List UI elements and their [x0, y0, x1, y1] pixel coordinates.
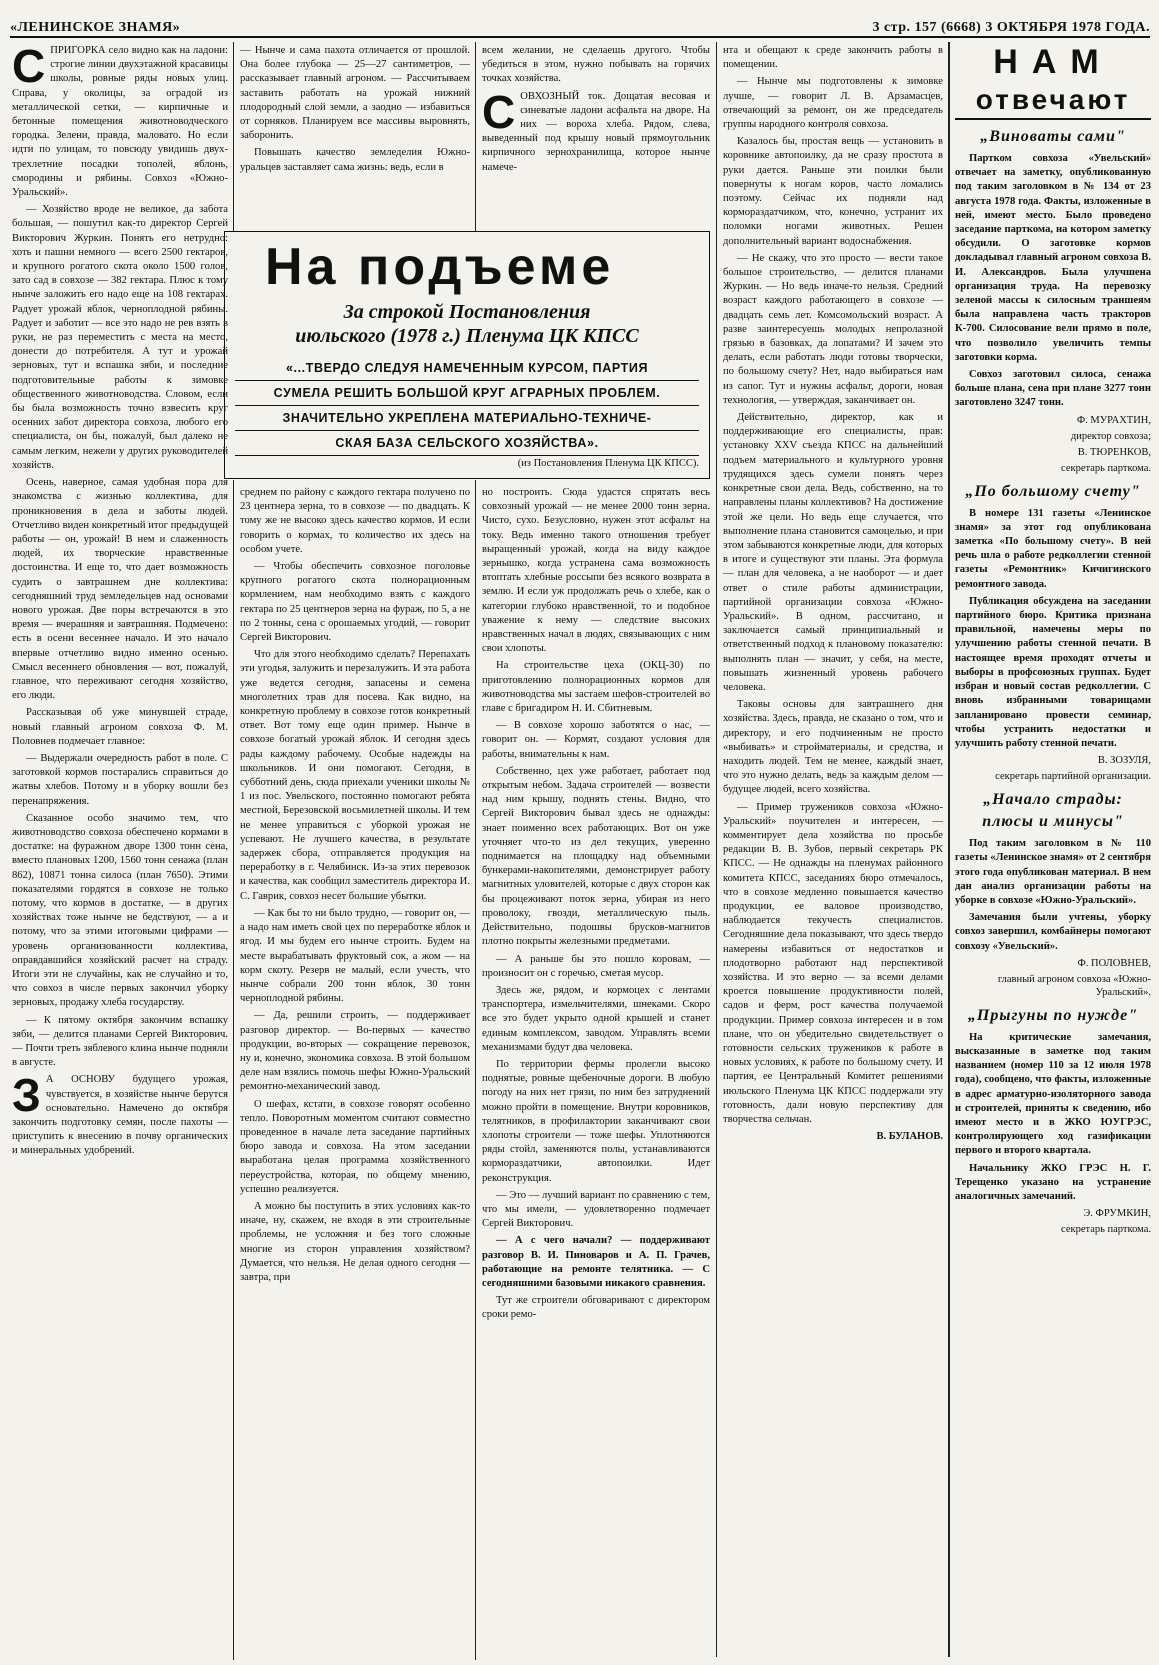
section-title: НАМ [993, 43, 1113, 81]
headline-title: На подъеме [265, 238, 615, 296]
column-divider [475, 480, 476, 1660]
section-title: отвечают [955, 82, 1151, 120]
drop-cap: С [12, 44, 46, 92]
article-column-2: среднем по району с каждого гектара получено по 23 центнера зерна, то в совхозе — по двадцать. К тому же не высоко здесь качество кормов. И если говорить о кормах, то количество их здесь на особом учете. — Чтобы обеспечить совхозное поголовье крупного рогатого скота полнорационным кормлением, нам необходимо взять с каждого гектара по 25 центнеров зерна на фураж, по 5, а не по 2 тонны, сена с орошаемых угодий, — говорит Сергей Викторович. Что для этого необходимо сделать? Перепахать эти угодья, залужить и перезалужить. И эта работа уже ведется сегодня, запасены и семена многолетних трав для посева. Как видно, на конкретную проблему в совхозе готов конкретный ответ. Вот тому еще один пример. Нынче в совхозе богатый урожай яблок. И сегодня здесь рады каждому рабочему. Особые надежды на школьников. И они помогают. Сегодня, в субботний день, сюда приехали ученики школы № 1 из пос. Увельского, постоянно помогают ребята местной, Березовской восьмилетней школы. И тем не менее управиться с уборкой урожая не успевают. Не лучшего качества, в результате задержек сбора, отправляется продукция на переработку в г. Челябинск. Из-за этих перевозок и качества, как сообщил заместитель директора И. С. Гаврик, совхоз несет большие убытки. — Как бы то ни было трудно, — говорит он, — а надо нам иметь свой цех по переработке яблок и ягод. И мы будем его нынче строить. Будем на месте вырабатывать фруктовый сок, а жом — на корм скоту. Резерв не малый, если учесть, что нынче собрали 200 тонн яблок, 30 тонн черноплодной рябины. — Да, решили строить, — поддерживает разговор директор. — Во-первых — качество продукции, во-вторых — сокращение перевозок, ну и, конечно, экономика совхоза. В этой большом деле нам взялись помочь шефы Южно-Уральский ремонтно-механический завод. О шефах, кстати, в совхозе говорят особенно тепло. Поворотным моментом считают совместно проведенное в начале лета заседание партийных бюро завода и совхоза. На этом заседании выработана целая программа хозяйственного переустройства, которая, по общему мнению, успешно реализуется. А можно бы поступить в этих условиях как-то иначе, ну, скажем, не входя в эти строительные проблемы, не усложняя и без того сложные многие из сторон управления хозяйством? Думается, что нельзя. Не делая одного сегодня — завтра, при [240, 487, 470, 1283]
column-divider [716, 42, 717, 1657]
article-column-2-top: — Нынче и сама пахота отличается от прошлой. Она более глубока — 25—27 сантиметров, — рассказывает главный агроном. — Рассчитываем заставить работать на урожай нижний плодородный слой земли, а заодно — избавиться от сорняков. Планируем все массивы выровнять, заборонить. Повышать качество земледелия Южно-уральцев заставляет сама жизнь: ведь, если в [240, 45, 470, 173]
drop-cap: З [12, 1069, 41, 1122]
author-signature: В. БУЛАНОВ. [876, 1131, 943, 1143]
reply-title: „По большому счету" [965, 482, 1141, 500]
headline-box [224, 231, 710, 479]
article-column-1: СПРИГОРКА село видно как на ладони: строгие линии двухэтажной красавицы школы, ровные ряды новых улиц. Справа, у околицы, за оградой из металлической сетки, — кирпичные и бетонные помещения животноводческого городка. Зелени, правда, маловато. Но если идти по улицам, то повсюду увидишь двух-трехлетние посадки тополей, яблонь, смородины и рябины. Совхоз «Южно-Уральский». — Хозяйство вроде не великое, да забота большая, — пошутил как-то директор Сергей Викторович Журкин. Понять его нетрудно: хоть и пашни немного — всего 2500 гектаров, и крупного рогатого скота около 1500 голов, зато сад в совхозе — 382 гектара. Плюс к тому нынче заложить его надо еще на 108 гектарах. Радует урожай яблок, черноплодной рябины. Радует и заботит — все это надо не рев взять в руки, не раз переместить с места на место, донести до потребителя. А тут и урожай зерновых, тут и вспашка зяби, и последние подготовительные работы к зимовке общественного животноводства. Словом, если бы была возможность точно взвесить круг осенних забот директора совхоза, любого его специалиста, он бы, пожалуй, был далеко не самым легким, нежели у других руководителей хозяйств. Осень, наверное, самая удобная пора для знакомства с жизнью коллектива, для проникновения в дела и заботы людей. Отчетливо виден конкретный итог предыдущей работы — он, урожай! В нем и слаженность людей, их творческие нравственные достоинства. И еще то, что дает возможность судить о завтрашнем дне коллектива: сегодняшний труд земледельцев над основами нового урожая. Две поры встречаются в это время — вчерашняя и завтрашняя. Подмечено: есть в осени весеннее начало. И это начало впервые отчетливо видно именно осенью. Смысл весеннего обновления — вот, пожалуй, главное, что переживают сегодня хозяйство, его люди. Рассказывая об уже минувшей страде, новый главный агроном совхоза Ф. М. Половнев подмечает главное: — Выдержали очередность работ в поле. С заготовкой кормов постарались справиться до жатвы хлебов. Потому и в уборку вошли без перенапряжения. Сказанное особо значимо тем, что животноводство совхоза обеспечено кормами в достатке: на фуражном дворе 1300 тонн сена, вместо плановых 1200, 1560 тонн сенажа (план 862), 10871 тонна силоса (план 7650). Этими показателями гордятся в совхозе не только потому, что кормов в достатке, — в других хозяйствах тоже нынче не бедствуют, — а и потому, что за этими итоговыми цифрами — уровень организованности коллектива, оправдавшийся хозяйский расчет на страду. Итоги эти не случайны, как не случайно и то, что совхоз в числе первых закончил уборку зерновых, продажу хлеба государству. — К пятому октября закончим вспашку зяби, — делится планами Сергей Викторович. — Почти треть зяблевого клина нынче подняли в августе. З А ОСНОВУ будущего урожая, чувствуется, в хозяйстве нынче берутся основательно. Намечено до октября закончить подготовку семян, после пахоты — приступить к внесению в почву органических и минеральных удобрений. [12, 44, 228, 1157]
column-divider [475, 42, 476, 232]
newspaper-name: «ЛЕНИНСКОЕ ЗНАМЯ» [10, 20, 181, 35]
reply-title: „Виноваты сами" [980, 128, 1126, 145]
article-column-3-top: всем желании, не сделаешь другого. Чтобы убедиться в этом, нужно побывать на горячих точках хозяйства. СОВХОЗНЫЙ ток. Дощатая весовая и синеватые ладони асфальта на дворе. На них — вороха хлеба. Рядом, слева, выведенный под крышу новый прямоугольник кирпичного зернохранилища, которое нынче намече- [482, 45, 710, 173]
article-column-3: но построить. Сюда удастся спрятать весь совхозный урожай — не менее 2000 тонн зерна. Чисто, сухо. Безусловно, нужен этот асфальт на току. Ведь именно такого отношения требует выращенный урожай, когда на виду каждое зернышко, когда устранена сама возможность втоптать хлебные россыпи без всякого возврата в землю. И если уж продолжать речь о хлебе, как о категории глубоко нравственной, то и подобное уважение к нему — следствие высоких нравственных начал в людях, связывающих с ним свои хлопоты. На строительстве цеха (ОКЦ-30) по приготовлению полнорационных кормов для животноводства мы застаем шефов-строителей во главе с бригадиром Н. И. Сбитневым. — В совхозе хорошо заботятся о нас, — говорит он. — Кормят, создают условия для работы, внимательны к нам. Собственно, цех уже работает, работает под открытым небом. Задача строителей — возвести над ним крышу, поднять стены. Видно, что Сергей Викторович бывал здесь не однажды: знает поименно всех работающих. Вот он уже уточняет что-то из дел текущих, уверенно поднимается на площадку над объемными бункерами-накопителями, демонстрирует работу магнитных уловителей, которые с двух сторон как бы процеживают поток зерна, убирая из него проволоку, гвозди, металлическую пыль. Действительно, подошвы брусков-магнитов плотно покрыты железными предметами. — А раньше бы это пошло коровам, — произносит он с горечью, сметая мусор. Здесь же, рядом, и кормоцех с лентами транспортера, измельчителями, шнеками. Скоро все это будет укрыто одной крышей и станет единым комплексом, заводом. Управлять всеми механизмами будут два человека. По территории фермы пролегли высоко поднятые, ровные щебеночные дороги. В любую погоду на них нет грязи, по ним без затруднений можно пройти в помещение. Внутри коровников, телятников, в профилактории заканчивают свои хлопоты строители — тоже шефы. Уплотняются ряды стойл, заменяются полы, устанавливаются кормораздатчики, автопоилки. Идет реконструкция. — Это — лучший вариант по сравнению с тем, что мы имели, — удовлетворенно подмечает Сергей Викторович. — А с чего начали? — поддерживают разговор В. И. Пиноваров и А. П. Грачев, работающие на ремонте телятника. — С сегодняшними базовыми никакого сравнения. Тут же строители обговаривают с директором сроки ремо- [482, 487, 710, 1321]
quote-source: (из Постановления Пленума ЦК КПСС). [517, 458, 699, 469]
column-divider [948, 42, 950, 1657]
column-divider [233, 480, 234, 1660]
article-column-4: нта и обещают к среде закончить работы в помещении. — Нынче мы подготовлены к зимовке лучше, — говорит Л. В. Арзамасцев, отвечающий за ремонт, он же председатель группы народного контроля совхоза. Казалось бы, простая вещь — установить в коровнике автопоилку, да не сразу простота в руки дается. Раньше эти поилки были повернуты к ногам коров, часто ломались поэтому. Сейчас их подняли над кормораздатчиком, что, конечно, устранит их поломки ногами животных. Решен дополнительный вариант водоснабжения. — Не скажу, что это просто — вести такое большое строительство, — делится планами Журкин. — Но ведь иначе-то нельзя. Средний возраст каждого работающего в совхозе — двадцать семь лет. Комсомольский возраст. А разве заинтересуешь молодых непролазной грязью в базовках, да лопатами? И зачем это делать, если работать люди готовы творчески, по большому счету? Нет, надо выбираться нам из сапог. Тут и нужны асфальт, дороги, новая технология, — утверждая, заканчивает он. Действительно, директор, как и поддерживающие его специалисты, прав: установку XXV съезда КПСС на дальнейший подъем материального и культурного уровня трудящихся здесь сумели понять через конкретные свои дела. Ведь, собственно, на то направлены планы коллективов? На достижение этой же цели. Но ведь еще случается, что выполнение плана становится самоцелью, и при этом забываются конкретные люди, для которых в итоге и существуют эти планы. Эта формула — план для человека, а не наоборот — и дает ответ о стиле работы администрации, партийной организации совхоза «Южно-Уральский». В одном, рассчитано, и заключается самый принципиальный и ответственный подход к плановому показателю: выполнять план — значит, у себя, на месте, повышать жизненный уровень рабочего человека. Таковы основы для завтрашнего дня хозяйства. Здесь, правда, не сказано о том, что и директору, и его подчиненным не просто «выбивать» и стройматериалы, и средства, и находить людей. Тем не менее, каждый знает, что это нужно делать, ведь за каждым делом — будущее людей, всего хозяйства. — Пример тружеников совхоза «Южно-Уральский» поучителен и интересен, — комментирует дела хозяйства по просьбе редакции В. В. Зубов, первый секретарь РК КПСС. — Не однажды на пленумах районного комитета КПСС, заседаниях бюро отмечалось, что в совхозе медленно повышается качество продукции, ее валовое производство, наблюдается текучесть специалистов. Сегодняшние дела показывают, что здесь твердо намерены избавиться от недостатков и плодотворно работают над перспективой хозяйства. И это верно — за всеми делами кроется повышение продуктивности полей, садов и ферм, рост качества получаемой продукции. Пример совхоза интересен и в том плане, что он убедительно свидетельствует о готовности сельских тружеников к работе в новых условиях, к работе по большому счету. И партия, ее Центральный Комитет решениями июльского Пленума ЦК КПСС поддержали эту готовность, дали новую перспективу для творчества сельчан. В. БУЛАНОВ. [723, 45, 943, 1143]
right-column-replies: НАМ отвечают „Виноваты сами" Партком совхоза «Увельский» отвечает на заметку, опубликованную под таким заголовком в № 134 от 23 августа 1978 года. Факты, изложенные в ней, имеют место. Было проведено заседание парткома, на котором заметку обсудили. О заготовке кормов докладывал главный агроном совхоза В. И. Александров. Была улучшена организация труда. На перевозку зеленой массы к силосным траншеям была направлена часть тракторов К-700. Силосование вели прямо в поле, что позволило увеличить темпы заготовки корма. Совхоз заготовил силоса, сенажа больше плана, сена при плане 3277 тонн заготовлено 3247 тонн. Ф. МУРАХТИН, директор совхоза; В. ТЮРЕНКОВ, секретарь парткома. „По большому счету" В номере 131 газеты «Ленинское знамя» за этот год опубликована заметка «По большому счету». В ней речь шла о работе редколлегии стенной газеты «Ремонтник» Кичигинского ремонтного завода. Публикация обсуждена на заседании партийного бюро. Критика признана правильной, намечены меры по улучшению работы стенной печати. В настоящее время проходят отчеты и выборы в профсоюзных группах. Будет избран и новый состав редколлегии. С вновь избранными товарищами запланировано провести семинар, чтобы устранить недостатки и улучшить работу стенной печати. В. ЗОЗУЛЯ, секретарь партийной организации. „Начало страды: плюсы и минусы" Под таким заголовком в № 110 газеты «Ленинское знамя» от 2 сентября этого года опубликован материал. В нем дан анализ организации работы на уборке в совхозе «Южно-Уральский». Замечания были учтены, уборку совхоз завершил, комбайнеры помогают совхозу «Увельский». Ф. ПОЛОВНЕВ, главный агроном совхоза «Южно-Уральский». „Прыгуны по нужде" На критические замечания, высказанные в заметке под таким названием (номер 110 за 12 июля 1978 года), сообщено, что факты, изложенные в адрес арматурно-изоляторного завода и строителей, приняты к сведению, ибо имеют место и в ЖКО ЮУГРЭС, контролирующего ход газификации первого и второго квартала. Начальнику ЖКО ГРЭС Н. Г. Терещенко указано на устранение аналогичных замечаний. Э. ФРУМКИН, секретарь парткома. [955, 43, 1151, 1236]
reply-title: „Прыгуны по нужде" [967, 1006, 1139, 1024]
reply-title: „Начало страды: плюсы и минусы" [982, 791, 1124, 831]
column-divider [233, 42, 234, 232]
issue-info: 3 стр. 157 (6668) 3 ОКТЯБРЯ 1978 ГОДА. [872, 20, 1150, 35]
masthead-strip [10, 14, 1150, 38]
drop-cap: С [482, 85, 516, 138]
headline-subtitle: За строкой Постановления июльского (1978 г.) Пленума ЦК КПСС [295, 301, 639, 347]
headline-quote: «...ТВЕРДО СЛЕДУЯ НАМЕЧЕННЫМ КУРСОМ, ПАРТИЯ СУМЕЛА РЕШИТЬ БОЛЬШОЙ КРУГ АГРАРНЫХ ПРОБЛЕМ. ЗНАЧИТЕЛЬНО УКРЕПЛЕНА МАТЕРИАЛЬНО-ТЕХНИЧЕ- СКАЯ БАЗА СЕЛЬСКОГО ХОЗЯЙСТВА». [235, 356, 699, 456]
